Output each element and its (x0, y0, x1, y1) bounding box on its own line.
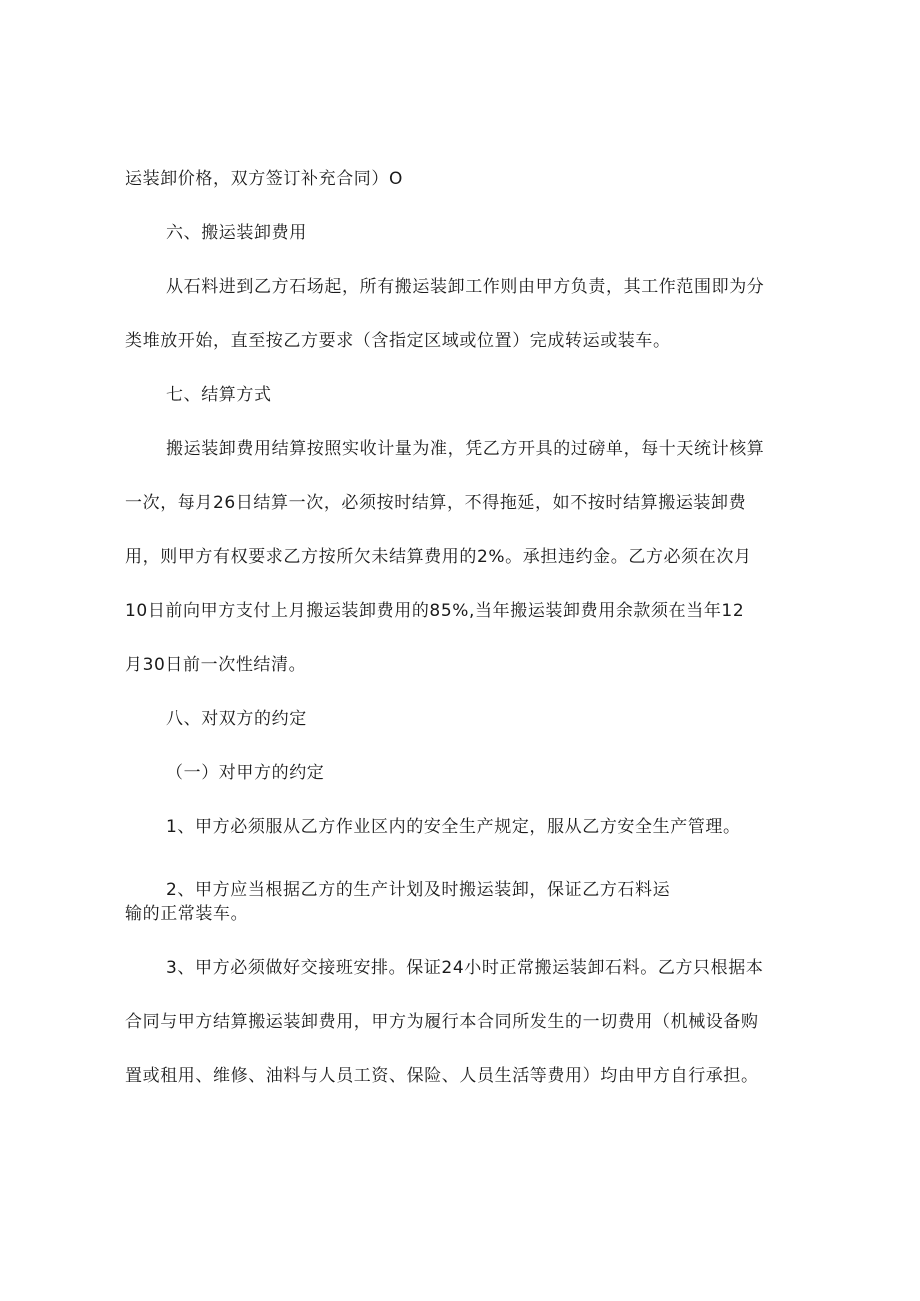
text-line-settlement-5: 月30日前一次性结清。 (125, 655, 307, 675)
text-line-item-3-cont-2: 置或租用、维修、油料与人员工资、保险、人员生活等费用）均由甲方自行承担。 (125, 1066, 759, 1086)
subsection-heading-party-a: （一）对甲方的约定 (166, 763, 325, 783)
text-line-item-1: 1、甲方必须服从乙方作业区内的安全生产规定，服从乙方安全生产管理。 (166, 817, 741, 837)
text-line-item-3: 3、甲方必须做好交接班安排。保证24小时正常搬运装卸石料。乙方只根据本 (166, 958, 764, 978)
section-heading-handling-fee: 六、搬运装卸费用 (166, 223, 307, 243)
text-line-settlement-3: 用，则甲方有权要求乙方按所欠未结算费用的2%。承担违约金。乙方必须在次月 (125, 547, 752, 567)
text-line-item-3-cont-1: 合同与甲方结算搬运装卸费用，甲方为履行本合同所发生的一切费用（机械设备购 (125, 1012, 759, 1032)
text-line-settlement-1: 搬运装卸费用结算按照实收计量为准，凭乙方开具的过磅单，每十天统计核算 (166, 439, 765, 459)
text-line-settlement-4: 10日前向甲方支付上月搬运装卸费用的85%,当年搬运装卸费用余款须在当年12 (125, 601, 745, 621)
section-heading-agreements: 八、对双方的约定 (166, 709, 307, 729)
text-line-price-continuation: 运装卸价格，双方签订补充合同）O (125, 169, 403, 189)
text-line-item-2: 2、甲方应当根据乙方的生产计划及时搬运装卸，保证乙方石料运 (166, 880, 671, 900)
text-line-handling-scope-2: 类堆放开始，直至按乙方要求（含指定区域或位置）完成转运或装车。 (125, 331, 671, 351)
section-heading-settlement: 七、结算方式 (166, 385, 272, 405)
text-line-handling-scope-1: 从石料进到乙方石场起，所有搬运装卸工作则由甲方负责，其工作范围即为分 (166, 277, 765, 297)
text-line-item-2-cont: 输的正常装车。 (125, 904, 249, 924)
text-line-settlement-2: 一次，每月26日结算一次，必须按时结算，不得拖延，如不按时结算搬运装卸费 (125, 493, 747, 513)
